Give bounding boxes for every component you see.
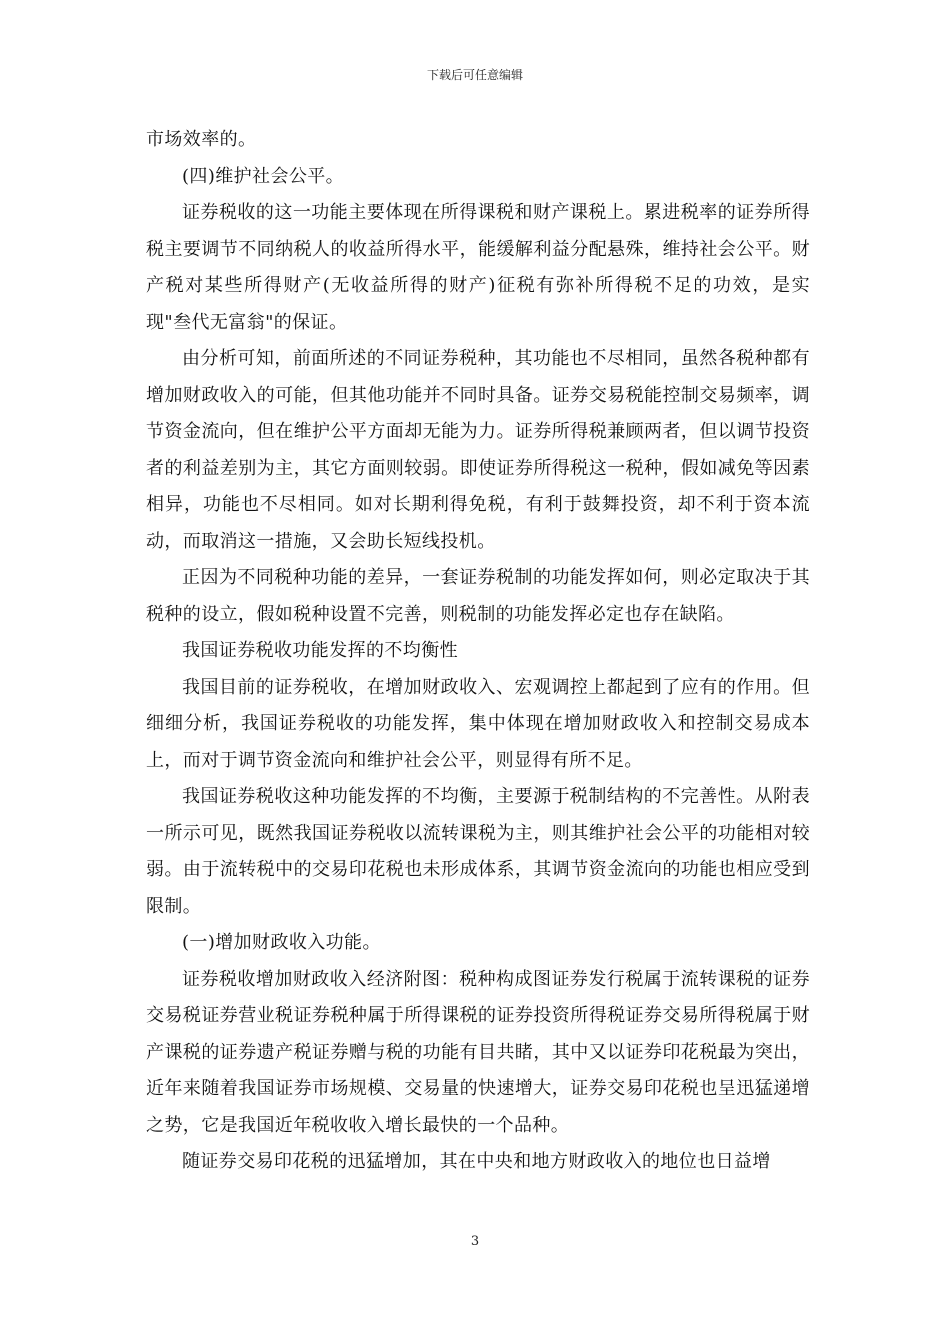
section-heading-1: (一)增加财政收入功能。 bbox=[182, 932, 381, 953]
paragraph-3: 由分析可知，前面所述的不同证券税种，其功能也不尽相同，虽然各税种都有增加财政收入的可能，但其他功能并不同时具备。证券交易税能控制交易频率，调节资金流向，但在维护公平方面却无能为力。证券所得税兼顾两者，但以调节投资者的利益差别为主，其它方面则较弱。即使证券所得税这一税种，假如减免等因素相异，功能也不尽相同。如对长期利得免税，有利于鼓舞投资，却不利于资本流动，而取消这一措施，又会助长短线投机。 bbox=[146, 348, 810, 552]
paragraph-8: 随证券交易印花税的迅猛增加，其在中央和地方财政收入的地位也日益增 bbox=[182, 1151, 771, 1172]
paragraph-5: 我国目前的证券税收，在增加财政收入、宏观调控上都起到了应有的作用。但细细分析，我国证券税收的功能发挥，集中体现在增加财政收入和控制交易成本上，而对于调节资金流向和维护社会公平，则显得有所不足。 bbox=[146, 676, 810, 771]
paragraph-7: 证券税收增加财政收入经济附图：税种构成图证券发行税属于流转课税的证券交易税证券营业税证券税种属于所得课税的证券投资所得税证券交易所得税属于财产课税的证券遗产税证券赠与税的功能有目共睹，其中又以证券印花税最为突出，近年来随着我国证券市场规模、交易量的快速增大，证券交易印花税也呈迅猛递增之势，它是我国近年税收收入增长最快的一个品种。 bbox=[146, 968, 810, 1136]
paragraph-2: 证券税收的这一功能主要体现在所得课税和财产课税上。累进税率的证券所得税主要调节不同纳税人的收益所得水平，能缓解利益分配悬殊，维持社会公平。财产税对某些所得财产(无收益所得的财产)征税有弥补所得税不足的功效，是实现"叁代无富翁"的保证。 bbox=[146, 202, 810, 333]
page-header: 下载后可任意编辑 bbox=[426, 68, 523, 82]
section-heading-4: (四)维护社会公平。 bbox=[182, 165, 345, 187]
paragraph-6: 我国证券税收这种功能发挥的不均衡，主要源于税制结构的不完善性。从附表一所示可见，既然我国证券税收以流转课税为主，则其维护社会公平的功能相对较弱。由于流转税中的交易印花税也未形成体系，其调节资金流向的功能也相应受到限制。 bbox=[146, 786, 810, 917]
section-heading-imbalance: 我国证券税收功能发挥的不均衡性 bbox=[182, 640, 458, 661]
document-body bbox=[146, 122, 810, 1181]
paragraph-1: 市场效率的。 bbox=[146, 129, 257, 150]
page-number: 3 bbox=[470, 1234, 480, 1249]
paragraph-4: 正因为不同税种功能的差异，一套证券税制的功能发挥如何，则必定取决于其税种的设立，假如税种设置不完善，则税制的功能发挥必定也存在缺陷。 bbox=[146, 567, 810, 625]
